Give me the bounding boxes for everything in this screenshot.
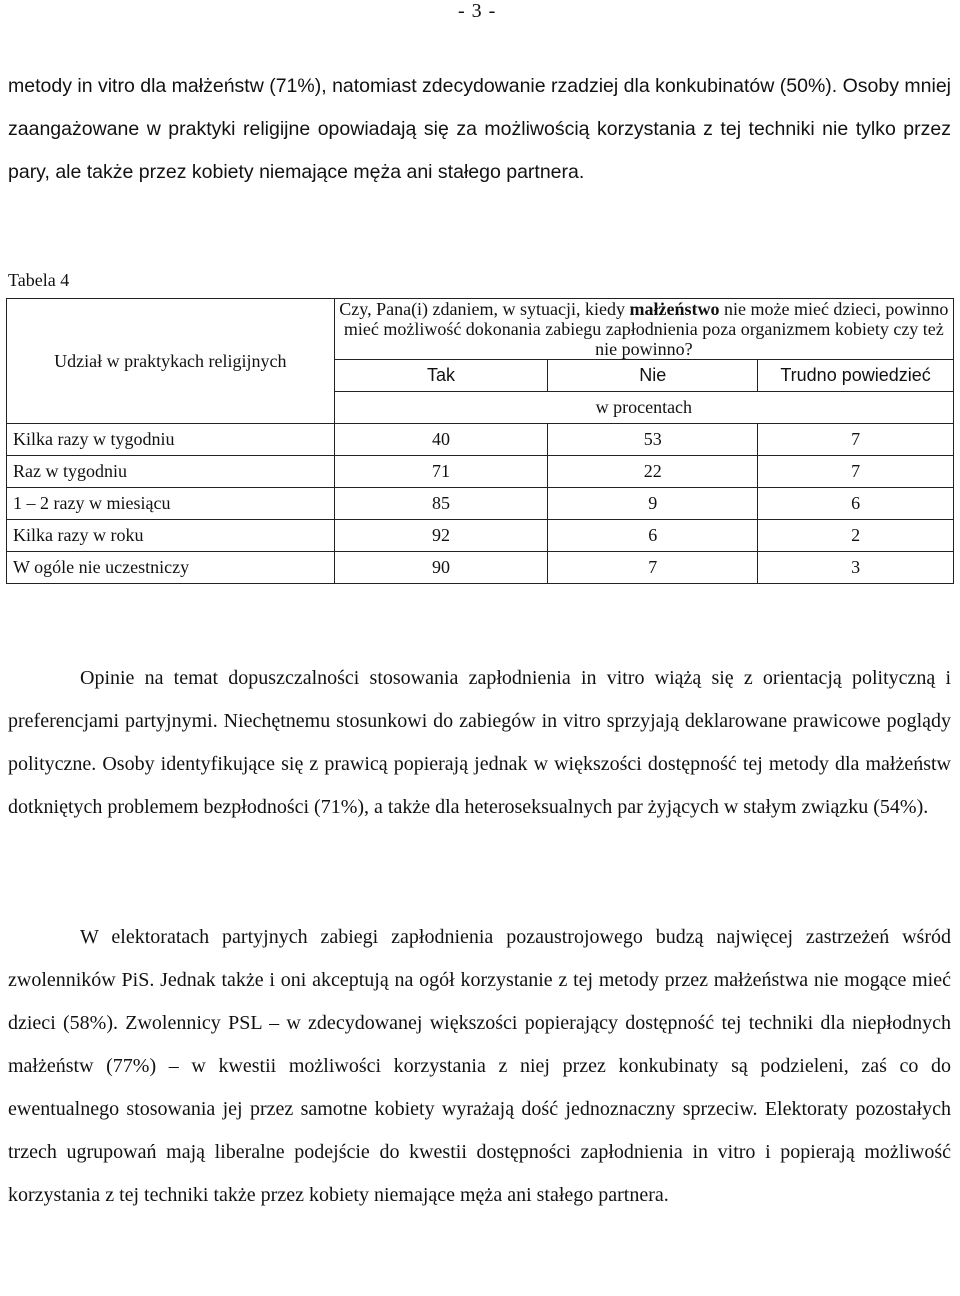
value-trudno: 7 [758, 424, 954, 456]
value-tak: 40 [334, 424, 548, 456]
table-row [7, 552, 954, 584]
paragraph-intro: metody in vitro dla małżeństw (71%), natomiast zdecydowanie rzadziej dla konkubinatów (50%). Osoby mniej zaangażowane w praktyki religijne opowiadają się za możliwością korzystania z tej techniki nie tylko przez pary, ale także przez kobiety niemające męża ani stałego partnera. [8, 75, 951, 183]
value-tak: 85 [334, 488, 548, 520]
paragraph-politics [8, 657, 951, 829]
row-label: W ogóle nie uczestniczy [7, 552, 335, 584]
question-text-2: nie może mieć dzieci, powinno mieć możliwość dokonania zabiegu zapłodnienia poza organizmem kobiety czy też nie powinno? [343, 299, 949, 359]
table-row [7, 488, 954, 520]
value-nie: 6 [548, 520, 758, 552]
value-trudno: 3 [758, 552, 954, 584]
value-tak: 92 [334, 520, 548, 552]
unit-cell: w procentach [334, 392, 953, 424]
paragraph-electorates-text: W elektoratach partyjnych zabiegi zapłodnienia pozaustrojowego budzą najwięcej zastrzeżeń wśród zwolenników PiS. Jednak także i oni akceptują na ogół korzystanie z tej metody przez małżeństwa nie mogące mieć dzieci (58%). Zwolennicy PSL – w zdecydowanej większości popierający dostępność tej techniki dla niepłodnych małżeństw (77%) – w kwestii możliwości korzystania z niej przez konkubinaty są podzieleni, zaś co do ewentualnego stosowania jej przez samotne kobiety wyrażają dość jednoznaczny sprzeciw. Elektoraty pozostałych trzech ugrupowań mają liberalne podejście do kwestii dostępności zapłodnienia in vitro i popierają możliwość korzystania z tej techniki także przez kobiety niemające męża ani stałego partnera. [8, 926, 951, 1206]
paragraph-electorates [8, 916, 951, 1217]
row-label: Kilka razy w roku [7, 520, 335, 552]
value-nie: 22 [548, 456, 758, 488]
value-tak: 90 [334, 552, 548, 584]
table-caption: Tabela 4 [8, 270, 70, 290]
value-nie: 53 [548, 424, 758, 456]
value-nie: 9 [548, 488, 758, 520]
value-trudno: 6 [758, 488, 954, 520]
page-number: - 3 - [458, 0, 497, 22]
row-label: Kilka razy w tygodniu [7, 424, 335, 456]
value-trudno: 2 [758, 520, 954, 552]
column-header-trudno: Trudno powiedzieć [758, 360, 954, 392]
value-tak: 71 [334, 456, 548, 488]
table-row [7, 520, 954, 552]
row-header-cell: Udział w praktykach religijnych [7, 299, 335, 424]
row-label: 1 – 2 razy w miesiącu [7, 488, 335, 520]
column-header-nie: Nie [548, 360, 758, 392]
paragraph-politics-text: Opinie na temat dopuszczalności stosowania zapłodnienia in vitro wiążą się z orientacją polityczną i preferencjami partyjnymi. Niechętnemu stosunkowi do zabiegów in vitro sprzyjają deklarowane prawicowe poglądy polityczne. Osoby identyfikujące się z prawicą popierają jednak w większości dostępność tej metody dla małżeństw dotkniętych problemem bezpłodności (71%), a także dla heteroseksualnych par żyjących w stałym związku (54%). [8, 667, 951, 818]
table-row [7, 424, 954, 456]
value-nie: 7 [548, 552, 758, 584]
table-row [7, 456, 954, 488]
row-label: Raz w tygodniu [7, 456, 335, 488]
column-header-tak: Tak [334, 360, 548, 392]
value-trudno: 7 [758, 456, 954, 488]
question-bold: małżeństwo [629, 299, 720, 319]
results-table [6, 298, 954, 584]
question-cell [334, 299, 953, 360]
question-text-1: Czy, Pana(i) zdaniem, w sytuacji, kiedy [339, 299, 630, 319]
